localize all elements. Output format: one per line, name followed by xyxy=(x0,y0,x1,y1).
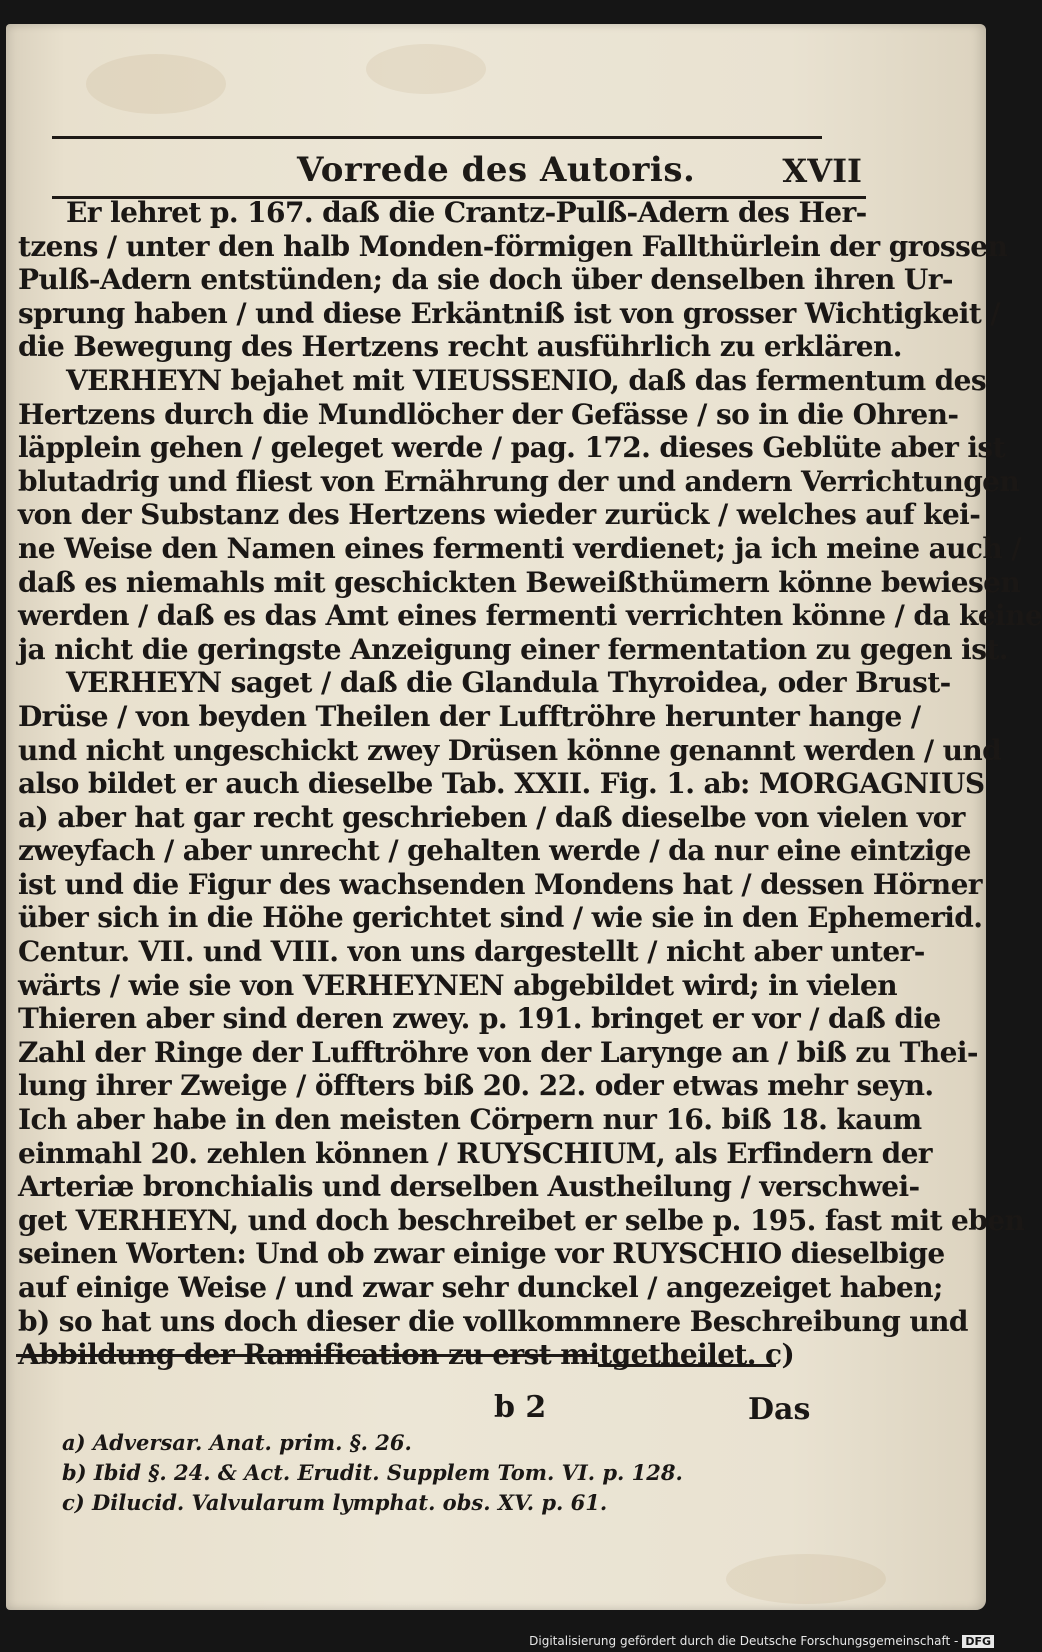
paper-stain xyxy=(366,44,486,94)
footnotes xyxy=(62,1428,862,1518)
page-number: XVII xyxy=(782,152,862,190)
text-line: daß es niemahls mit geschickten Beweißthümern könne bewiesen xyxy=(18,565,1021,599)
text-line: sprung haben / und diese Erkäntniß ist von grosser Wichtigkeit / xyxy=(18,296,1000,330)
running-title: Vorrede des Autoris. xyxy=(297,150,696,190)
text-line: Abbildung der Ramification zu erst mitgetheilet. c) xyxy=(18,1338,795,1372)
text-line: Pulß-Adern entstünden; da sie doch über denselben ihren Ur- xyxy=(18,263,953,297)
text-line: und nicht ungeschickt zwey Drüsen könne genannt werden / und xyxy=(18,733,1002,767)
text-line: Hertzens durch die Mundlöcher der Gefässe / so in die Ohren- xyxy=(18,397,959,431)
running-header xyxy=(52,150,862,194)
catchword: Das xyxy=(748,1392,811,1427)
text-line: Thieren aber sind deren zwey. p. 191. bringet er vor / daß die xyxy=(18,1002,941,1036)
text-line: a) aber hat gar recht geschrieben / daß dieselbe von vielen vor xyxy=(18,800,965,834)
footnote: a) Adversar. Anat. prim. §. 26. xyxy=(62,1430,412,1455)
text-line: zweyfach / aber unrecht / gehalten werde / da nur eine eintzige xyxy=(18,834,971,868)
text-line: blutadrig und fliest von Ernährung der und andern Verrichtungen xyxy=(18,464,1020,498)
text-line: ja nicht die geringste Anzeigung einer fermentation zu gegen ist. xyxy=(18,632,1008,666)
text-line: Ich aber habe in den meisten Cörpern nur 16. biß 18. kaum xyxy=(18,1103,922,1137)
text-line: Centur. VII. und VIII. von uns dargestellt / nicht aber unter- xyxy=(18,935,925,969)
text-line: lung ihrer Zweige / öffters biß 20. 22. oder etwas mehr seyn. xyxy=(18,1069,934,1103)
text-line: seinen Worten: Und ob zwar einige vor RUYSCHIO dieselbige xyxy=(18,1237,945,1271)
text-line: die Bewegung des Hertzens recht ausführlich zu erklären. xyxy=(18,330,902,364)
text-line: ist und die Figur des wachsenden Mondens hat / dessen Hörner xyxy=(18,867,982,901)
text-line: Er lehret p. 167. daß die Crantz-Pulß-Adern des Her- xyxy=(66,196,867,229)
text-line: wärts / wie sie von VERHEYNEN abgebildet wird; in vielen xyxy=(18,968,897,1002)
credit-text: Digitalisierung gefördert durch die Deutsche Forschungsgemeinschaft - xyxy=(529,1634,959,1648)
text-line: Arteriæ bronchialis und derselben Austheilung / verschwei- xyxy=(18,1170,920,1204)
text-line: über sich in die Höhe gerichtet sind / wie sie in den Ephemerid. xyxy=(18,901,983,935)
text-line: b) so hat uns doch dieser die vollkommnere Beschreibung und xyxy=(18,1304,968,1338)
footnote: c) Dilucid. Valvularum lymphat. obs. XV. p. 61. xyxy=(62,1490,608,1515)
text-line: läpplein gehen / geleget werde / pag. 172. dieses Geblüte aber ist xyxy=(18,431,1005,465)
text-line: werden / daß es das Amt eines fermenti verrichten könne / da keine xyxy=(18,599,1042,633)
paper-stain xyxy=(726,1554,886,1604)
text-line: VERHEYN saget / daß die Glandula Thyroidea, oder Brust- xyxy=(66,666,951,700)
signature-mark: b 2 xyxy=(494,1390,547,1425)
paper-stain xyxy=(86,54,226,114)
text-line: Zahl der Ringe der Lufftröhre von der Larynge an / biß zu Thei- xyxy=(18,1035,978,1069)
footnote: b) Ibid §. 24. & Act. Erudit. Supplem Tom. VI. p. 128. xyxy=(62,1460,683,1485)
digitization-credit xyxy=(529,1634,994,1648)
main-text xyxy=(18,196,1042,1372)
dfg-logo: DFG xyxy=(962,1635,994,1648)
text-line: einmahl 20. zehlen können / RUYSCHIUM, als Erfindern der xyxy=(18,1136,932,1170)
text-line: Drüse / von beyden Theilen der Lufftröhre herunter hange / xyxy=(18,699,921,733)
text-line: ne Weise den Namen eines fermenti verdienet; ja ich meine auch / xyxy=(18,531,1021,565)
text-line: VERHEYN bejahet mit VIEUSSENIO, daß das fermentum des xyxy=(66,363,987,397)
header-rule-top xyxy=(52,136,822,139)
text-line: get VERHEYN, und doch beschreibet er selbe p. 195. fast mit eben xyxy=(18,1203,1025,1237)
text-line: tzens / unter den halb Monden-förmigen Fallthürlein der grossen xyxy=(18,229,1008,263)
text-line: auf einige Weise / und zwar sehr dunckel / angezeiget haben; xyxy=(18,1271,943,1304)
text-line: von der Substanz des Hertzens wieder zurück / welches auf kei- xyxy=(18,498,981,532)
text-line: also bildet er auch dieselbe Tab. XXII. Fig. 1. ab: MORGAGNIUS xyxy=(18,767,985,801)
